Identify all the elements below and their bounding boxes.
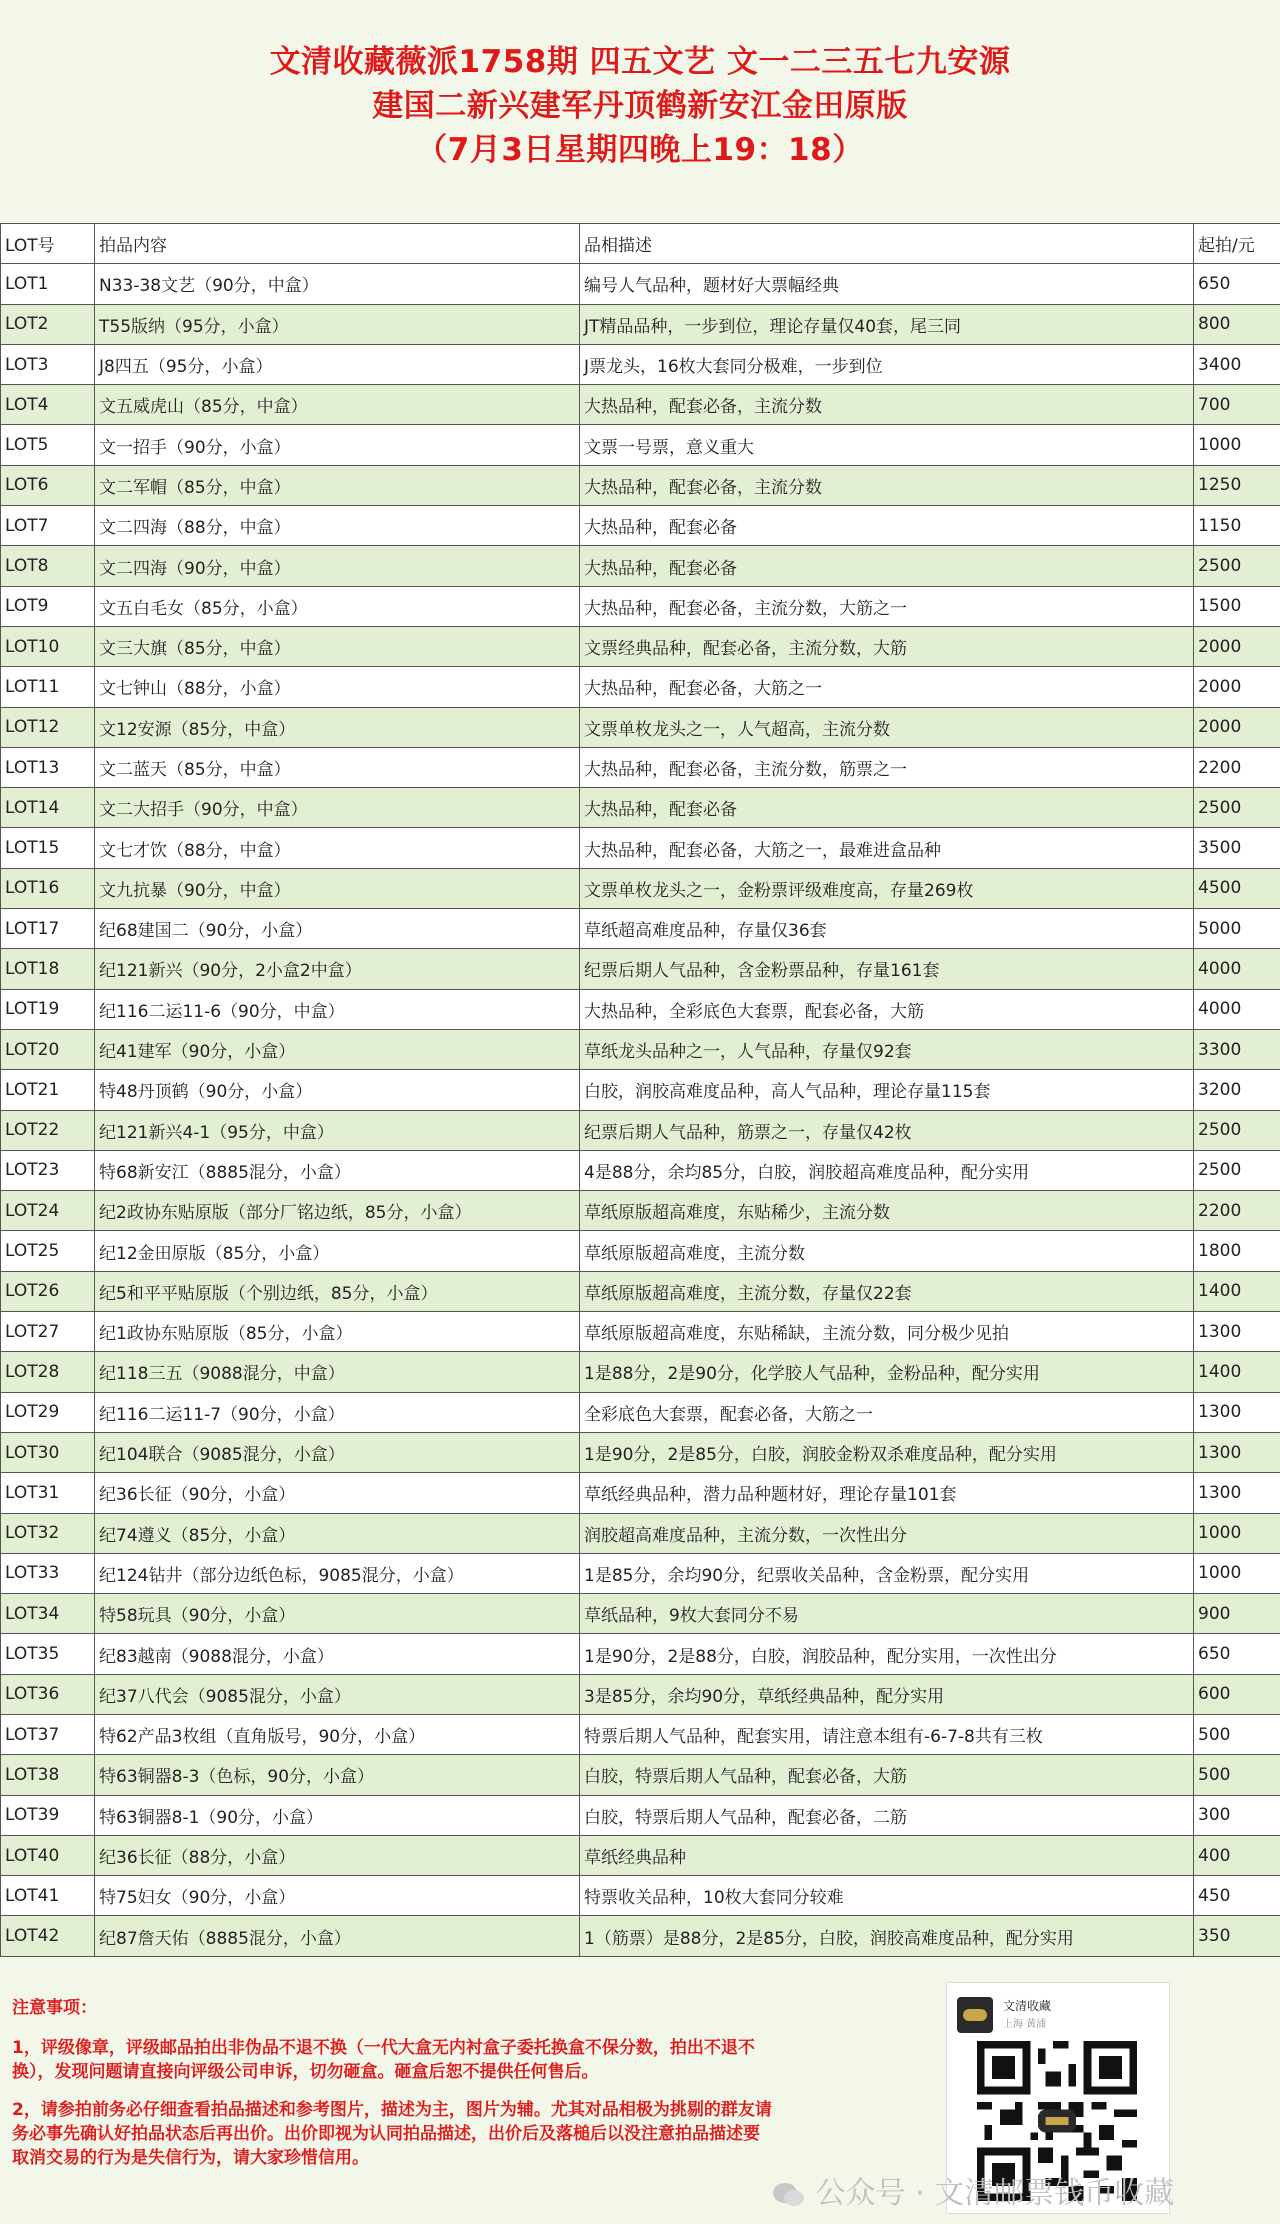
starting-price-cell: 650 [1194, 264, 1280, 304]
lot-content-cell: 文一招手（90分，小盒） [95, 425, 580, 465]
notes-item-2: 2，请参拍前务必仔细查看拍品描述和参考图片，描述为主，图片为辅。尤其对品相极为挑剔的群友请务必事先确认好拍品状态后再出价。出价即视为认同拍品描述，出价后及落槌后以没注意拍品描述要取消交易的行为是失信行为，请大家珍惜信用。 [12, 2100, 772, 2168]
table-row [1, 949, 1280, 989]
starting-price-cell: 4000 [1194, 949, 1280, 989]
starting-price-cell: 1300 [1194, 1312, 1280, 1352]
qr-location: 上海 黄浦 [1003, 2019, 1047, 2030]
lot-content-cell: 文二四海（88分，中盒） [95, 506, 580, 546]
lot-content-cell: 纪12金田原版（85分，小盒） [95, 1231, 580, 1271]
lot-content-cell: 文二军帽（85分，中盒） [95, 465, 580, 505]
lot-condition-cell: 3是85分，余均90分，草纸经典品种，配分实用 [580, 1674, 1194, 1714]
lot-number-cell: LOT22 [1, 1110, 95, 1150]
table-row [1, 828, 1280, 868]
table-row [1, 304, 1280, 344]
lot-condition-cell: 大热品种，配套必备 [580, 788, 1194, 828]
lot-content-cell: T55版纳（95分，小盒） [95, 304, 580, 344]
lot-content-cell: 文三大旗（85分，中盒） [95, 626, 580, 666]
avatar [957, 1997, 993, 2033]
table-row [1, 747, 1280, 787]
lot-number-cell: LOT38 [1, 1755, 95, 1795]
lot-content-cell: 纪116二运11-7（90分，小盒） [95, 1392, 580, 1432]
lot-condition-cell: 大热品种，配套必备，主流分数，筋票之一 [580, 747, 1194, 787]
lot-condition-cell: 大热品种，配套必备，主流分数 [580, 465, 1194, 505]
starting-price-cell: 1300 [1194, 1432, 1280, 1472]
lot-condition-cell: 大热品种，配套必备，大筋之一，最难进盒品种 [580, 828, 1194, 868]
starting-price-cell: 1400 [1194, 1352, 1280, 1392]
lot-content-cell: 特48丹顶鹤（90分，小盒） [95, 1070, 580, 1110]
starting-price-cell: 3400 [1194, 344, 1280, 384]
table-row [1, 1714, 1280, 1754]
lot-condition-cell: 大热品种，配套必备 [580, 506, 1194, 546]
table-row [1, 788, 1280, 828]
lot-content-cell: 文二蓝天（85分，中盒） [95, 747, 580, 787]
table-row [1, 868, 1280, 908]
lot-number-cell: LOT30 [1, 1432, 95, 1472]
lot-content-cell: 文七钟山（88分，小盒） [95, 667, 580, 707]
lot-condition-cell: 文票单枚龙头之一，金粉票评级难度高，存量269枚 [580, 868, 1194, 908]
lot-condition-cell: 1是88分，2是90分，化学胶人气品种，金粉品种，配分实用 [580, 1352, 1194, 1392]
header-title-line2: 建国二新兴建军丹顶鹤新安江金田原版 [372, 88, 908, 124]
lot-content-cell: 文12安源（85分，中盒） [95, 707, 580, 747]
table-row [1, 1070, 1280, 1110]
lot-content-cell: J8四五（95分，小盒） [95, 344, 580, 384]
starting-price-cell: 3500 [1194, 828, 1280, 868]
lot-number-cell: LOT15 [1, 828, 95, 868]
lot-condition-cell: 大热品种，配套必备 [580, 546, 1194, 586]
table-row [1, 626, 1280, 666]
starting-price-cell: 1000 [1194, 425, 1280, 465]
lot-condition-cell: 大热品种，配套必备，主流分数，大筋之一 [580, 586, 1194, 626]
lot-number-cell: LOT25 [1, 1231, 95, 1271]
lot-content-cell: 纪121新兴4-1（95分，中盒） [95, 1110, 580, 1150]
table-row [1, 1553, 1280, 1593]
starting-price-cell: 1500 [1194, 586, 1280, 626]
table-row [1, 1876, 1280, 1916]
starting-price-cell: 500 [1194, 1755, 1280, 1795]
lot-number-cell: LOT35 [1, 1634, 95, 1674]
lot-condition-cell: 全彩底色大套票，配套必备，大筋之一 [580, 1392, 1194, 1432]
lot-number-cell: LOT21 [1, 1070, 95, 1110]
lot-content-cell: 文二四海（90分，中盒） [95, 546, 580, 586]
lot-number-cell: LOT33 [1, 1553, 95, 1593]
starting-price-cell: 3200 [1194, 1070, 1280, 1110]
table-row [1, 1473, 1280, 1513]
lot-number-cell: LOT3 [1, 344, 95, 384]
table-row [1, 1271, 1280, 1311]
table-row [1, 1916, 1280, 1956]
table-row [1, 909, 1280, 949]
table-row [1, 385, 1280, 425]
table-row [1, 1352, 1280, 1392]
watermark [772, 2168, 1174, 2212]
lot-condition-cell: 大热品种，配套必备，大筋之一 [580, 667, 1194, 707]
starting-price-cell: 600 [1194, 1674, 1280, 1714]
lot-content-cell: 特68新安江（8885混分，小盒） [95, 1150, 580, 1190]
lot-number-cell: LOT5 [1, 425, 95, 465]
starting-price-cell: 450 [1194, 1876, 1280, 1916]
lot-condition-cell: 1（筋票）是88分，2是85分，白胶，润胶高难度品种，配分实用 [580, 1916, 1194, 1956]
notes-item-1: 1，评级像章，评级邮品拍出非伪品不退不换（一代大盒无内衬盒子委托换盒不保分数，拍出不退不换），发现问题请直接向评级公司申诉，切勿砸盒。砸盒后恕不提供任何售后。 [12, 2038, 755, 2082]
lot-content-cell: 特58玩具（90分，小盒） [95, 1594, 580, 1634]
lot-condition-cell: 1是85分，余均90分，纪票收关品种，含金粉票，配分实用 [580, 1553, 1194, 1593]
lot-number-cell: LOT41 [1, 1876, 95, 1916]
starting-price-cell: 2200 [1194, 747, 1280, 787]
lot-condition-cell: 纪票后期人气品种，含金粉票品种，存量161套 [580, 949, 1194, 989]
starting-price-cell: 2500 [1194, 1110, 1280, 1150]
starting-price-cell: 800 [1194, 304, 1280, 344]
starting-price-cell: 1000 [1194, 1513, 1280, 1553]
starting-price-cell: 2000 [1194, 626, 1280, 666]
lot-content-cell: 纪36长征（90分，小盒） [95, 1473, 580, 1513]
header-title-line1: 文清收藏薇派1758期 四五文艺 文一二三五七九安源 [269, 44, 1011, 80]
starting-price-cell: 1300 [1194, 1473, 1280, 1513]
lot-content-cell: 特63铜器8-3（色标，90分，小盒） [95, 1755, 580, 1795]
table-row [1, 546, 1280, 586]
table-row [1, 1634, 1280, 1674]
lot-condition-cell: 白胶，特票后期人气品种，配套必备，大筋 [580, 1755, 1194, 1795]
table-row [1, 1432, 1280, 1472]
starting-price-cell: 4500 [1194, 868, 1280, 908]
table-row [1, 1594, 1280, 1634]
lot-condition-cell: 草纸品种，9枚大套同分不易 [580, 1594, 1194, 1634]
lot-number-cell: LOT31 [1, 1473, 95, 1513]
lot-number-cell: LOT17 [1, 909, 95, 949]
table-row [1, 465, 1280, 505]
table-row [1, 1392, 1280, 1432]
lot-number-cell: LOT14 [1, 788, 95, 828]
lot-number-cell: LOT39 [1, 1795, 95, 1835]
table-row [1, 1835, 1280, 1875]
lot-number-cell: LOT23 [1, 1150, 95, 1190]
starting-price-cell: 1250 [1194, 465, 1280, 505]
table-row [1, 506, 1280, 546]
table-row [1, 1029, 1280, 1069]
lot-condition-cell: 1是90分，2是88分，白胶，润胶品种，配分实用，一次性出分 [580, 1634, 1194, 1674]
table-row [1, 1674, 1280, 1714]
lot-condition-cell: J票龙头，16枚大套同分极难，一步到位 [580, 344, 1194, 384]
starting-price-cell: 1000 [1194, 1553, 1280, 1593]
table-row [1, 1513, 1280, 1553]
watermark-text: 公众号 · 文清邮票钱币收藏 [815, 2176, 1175, 2211]
qr-account-name: 文清收藏 [1003, 1999, 1052, 2013]
lot-number-cell: LOT11 [1, 667, 95, 707]
lot-number-cell: LOT27 [1, 1312, 95, 1352]
lot-number-cell: LOT13 [1, 747, 95, 787]
lot-condition-cell: 纪票后期人气品种，筋票之一，存量仅42枚 [580, 1110, 1194, 1150]
lot-content-cell: 纪104联合（9085混分，小盒） [95, 1432, 580, 1472]
lot-content-cell: 纪37八代会（9085混分，小盒） [95, 1674, 580, 1714]
lot-number-cell: LOT40 [1, 1835, 95, 1875]
lot-condition-cell: 1是90分，2是85分，白胶，润胶金粉双杀难度品种，配分实用 [580, 1432, 1194, 1472]
lot-content-cell: 文五威虎山（85分，中盒） [95, 385, 580, 425]
starting-price-cell: 650 [1194, 1634, 1280, 1674]
lot-number-cell: LOT36 [1, 1674, 95, 1714]
lot-number-cell: LOT8 [1, 546, 95, 586]
notes-title: 注意事项： [12, 1998, 97, 2018]
lot-condition-cell: 草纸原版超高难度，东贴稀少，主流分数 [580, 1191, 1194, 1231]
lot-content-cell: 纪83越南（9088混分，小盒） [95, 1634, 580, 1674]
lot-content-cell: 特75妇女（90分，小盒） [95, 1876, 580, 1916]
header-title-line3: （7月3日星期四晚上19：18） [416, 132, 864, 168]
qr-profile [957, 1995, 1157, 2035]
starting-price-cell: 2500 [1194, 788, 1280, 828]
lot-number-cell: LOT7 [1, 506, 95, 546]
lot-content-cell: 纪1政协东贴原版（85分，小盒） [95, 1312, 580, 1352]
starting-price-cell: 500 [1194, 1714, 1280, 1754]
lot-condition-cell: 白胶，润胶高难度品种，高人气品种，理论存量115套 [580, 1070, 1194, 1110]
lot-condition-cell: 大热品种，全彩底色大套票，配套必备，大筋 [580, 989, 1194, 1029]
lot-number-cell: LOT34 [1, 1594, 95, 1634]
starting-price-cell: 350 [1194, 1916, 1280, 1956]
lot-number-cell: LOT26 [1, 1271, 95, 1311]
starting-price-cell: 700 [1194, 385, 1280, 425]
table-row [1, 1150, 1280, 1190]
starting-price-cell: 1150 [1194, 506, 1280, 546]
starting-price-cell: 900 [1194, 1594, 1280, 1634]
lot-number-cell: LOT24 [1, 1191, 95, 1231]
lot-number-cell: LOT32 [1, 1513, 95, 1553]
starting-price-cell: 2200 [1194, 1191, 1280, 1231]
lot-number-cell: LOT12 [1, 707, 95, 747]
lot-condition-cell: 文票一号票，意义重大 [580, 425, 1194, 465]
column-header-condition: 品相描述 [580, 224, 1194, 264]
lot-content-cell: 纪68建国二（90分，小盒） [95, 909, 580, 949]
lot-content-cell: 纪121新兴（90分，2小盒2中盒） [95, 949, 580, 989]
lot-content-cell: 纪5和平平贴原版（个别边纸，85分，小盒） [95, 1271, 580, 1311]
lot-condition-cell: 草纸原版超高难度，东贴稀缺，主流分数，同分极少见拍 [580, 1312, 1194, 1352]
lot-content-cell: 纪116二运11-6（90分，中盒） [95, 989, 580, 1029]
lot-content-cell: 纪41建军（90分，小盒） [95, 1029, 580, 1069]
lot-number-cell: LOT9 [1, 586, 95, 626]
lot-condition-cell: 草纸超高难度品种，存量仅36套 [580, 909, 1194, 949]
lot-number-cell: LOT10 [1, 626, 95, 666]
starting-price-cell: 4000 [1194, 989, 1280, 1029]
starting-price-cell: 1800 [1194, 1231, 1280, 1271]
starting-price-cell: 1300 [1194, 1392, 1280, 1432]
table-header-row [1, 224, 1280, 264]
lot-number-cell: LOT42 [1, 1916, 95, 1956]
lot-content-cell: 纪74遵义（85分，小盒） [95, 1513, 580, 1553]
table-row [1, 1312, 1280, 1352]
lot-content-cell: 文七才饮（88分，中盒） [95, 828, 580, 868]
lot-number-cell: LOT19 [1, 989, 95, 1029]
table-row [1, 1110, 1280, 1150]
lot-condition-cell: 草纸原版超高难度，主流分数 [580, 1231, 1194, 1271]
lot-content-cell: 文二大招手（90分，中盒） [95, 788, 580, 828]
table-row [1, 1795, 1280, 1835]
auction-lot-table [0, 223, 1280, 1957]
lot-condition-cell: 文票单枚龙头之一，人气超高，主流分数 [580, 707, 1194, 747]
lot-number-cell: LOT6 [1, 465, 95, 505]
table-row [1, 1231, 1280, 1271]
table-row [1, 667, 1280, 707]
starting-price-cell: 2500 [1194, 546, 1280, 586]
lot-content-cell: 纪36长征（88分，小盒） [95, 1835, 580, 1875]
lot-number-cell: LOT28 [1, 1352, 95, 1392]
column-header-starting-price: 起拍/元 [1194, 224, 1280, 264]
table-row [1, 344, 1280, 384]
lot-condition-cell: 文票经典品种，配套必备，主流分数，大筋 [580, 626, 1194, 666]
table-row [1, 264, 1280, 304]
starting-price-cell: 5000 [1194, 909, 1280, 949]
lot-condition-cell: 草纸原版超高难度，主流分数，存量仅22套 [580, 1271, 1194, 1311]
column-header-lot: LOT号 [1, 224, 95, 264]
lot-condition-cell: 草纸经典品种，潜力品种题材好，理论存量101套 [580, 1473, 1194, 1513]
starting-price-cell: 2000 [1194, 707, 1280, 747]
lot-number-cell: LOT37 [1, 1714, 95, 1754]
lot-condition-cell: 特票收关品种，10枚大套同分较难 [580, 1876, 1194, 1916]
starting-price-cell: 2000 [1194, 667, 1280, 707]
lot-condition-cell: 特票后期人气品种，配套实用，请注意本组有-6-7-8共有三枚 [580, 1714, 1194, 1754]
lot-condition-cell: 编号人气品种，题材好大票幅经典 [580, 264, 1194, 304]
table-row [1, 1191, 1280, 1231]
lot-condition-cell: 大热品种，配套必备，主流分数 [580, 385, 1194, 425]
lot-number-cell: LOT16 [1, 868, 95, 908]
lot-number-cell: LOT29 [1, 1392, 95, 1432]
lot-content-cell: 特62产品3枚组（直角版号，90分，小盒） [95, 1714, 580, 1754]
lot-condition-cell: 草纸经典品种 [580, 1835, 1194, 1875]
lot-content-cell: 纪87詹天佑（8885混分，小盒） [95, 1916, 580, 1956]
lot-condition-cell: 草纸龙头品种之一，人气品种，存量仅92套 [580, 1029, 1194, 1069]
wechat-icon [772, 2182, 806, 2208]
lot-content-cell: 纪2政协东贴原版（部分厂铭边纸，85分，小盒） [95, 1191, 580, 1231]
lot-content-cell: 文五白毛女（85分，小盒） [95, 586, 580, 626]
lot-condition-cell: 白胶，特票后期人气品种，配套必备，二筋 [580, 1795, 1194, 1835]
starting-price-cell: 2500 [1194, 1150, 1280, 1190]
starting-price-cell: 1400 [1194, 1271, 1280, 1311]
lot-condition-cell: 4是88分，余均85分，白胶，润胶超高难度品种，配分实用 [580, 1150, 1194, 1190]
lot-content-cell: 文九抗暴（90分，中盒） [95, 868, 580, 908]
lot-number-cell: LOT2 [1, 304, 95, 344]
lot-content-cell: 纪124钻井（部分边纸色标，9085混分，小盒） [95, 1553, 580, 1593]
lot-content-cell: 纪118三五（9088混分，中盒） [95, 1352, 580, 1392]
lot-condition-cell: 润胶超高难度品种，主流分数，一次性出分 [580, 1513, 1194, 1553]
lot-number-cell: LOT4 [1, 385, 95, 425]
lot-content-cell: N33-38文艺（90分，中盒） [95, 264, 580, 304]
table-body [1, 264, 1280, 1956]
lot-number-cell: LOT1 [1, 264, 95, 304]
table-row [1, 425, 1280, 465]
starting-price-cell: 3300 [1194, 1029, 1280, 1069]
table-row [1, 1755, 1280, 1795]
lot-condition-cell: JT精品品种，一步到位，理论存量仅40套，尾三同 [580, 304, 1194, 344]
starting-price-cell: 300 [1194, 1795, 1280, 1835]
lot-number-cell: LOT20 [1, 1029, 95, 1069]
lot-number-cell: LOT18 [1, 949, 95, 989]
page-header [0, 40, 1280, 172]
table-row [1, 989, 1280, 1029]
column-header-content: 拍品内容 [95, 224, 580, 264]
lot-content-cell: 特63铜器8-1（90分，小盒） [95, 1795, 580, 1835]
table-row [1, 707, 1280, 747]
starting-price-cell: 400 [1194, 1835, 1280, 1875]
notes-section [12, 1996, 772, 2184]
table-row [1, 586, 1280, 626]
